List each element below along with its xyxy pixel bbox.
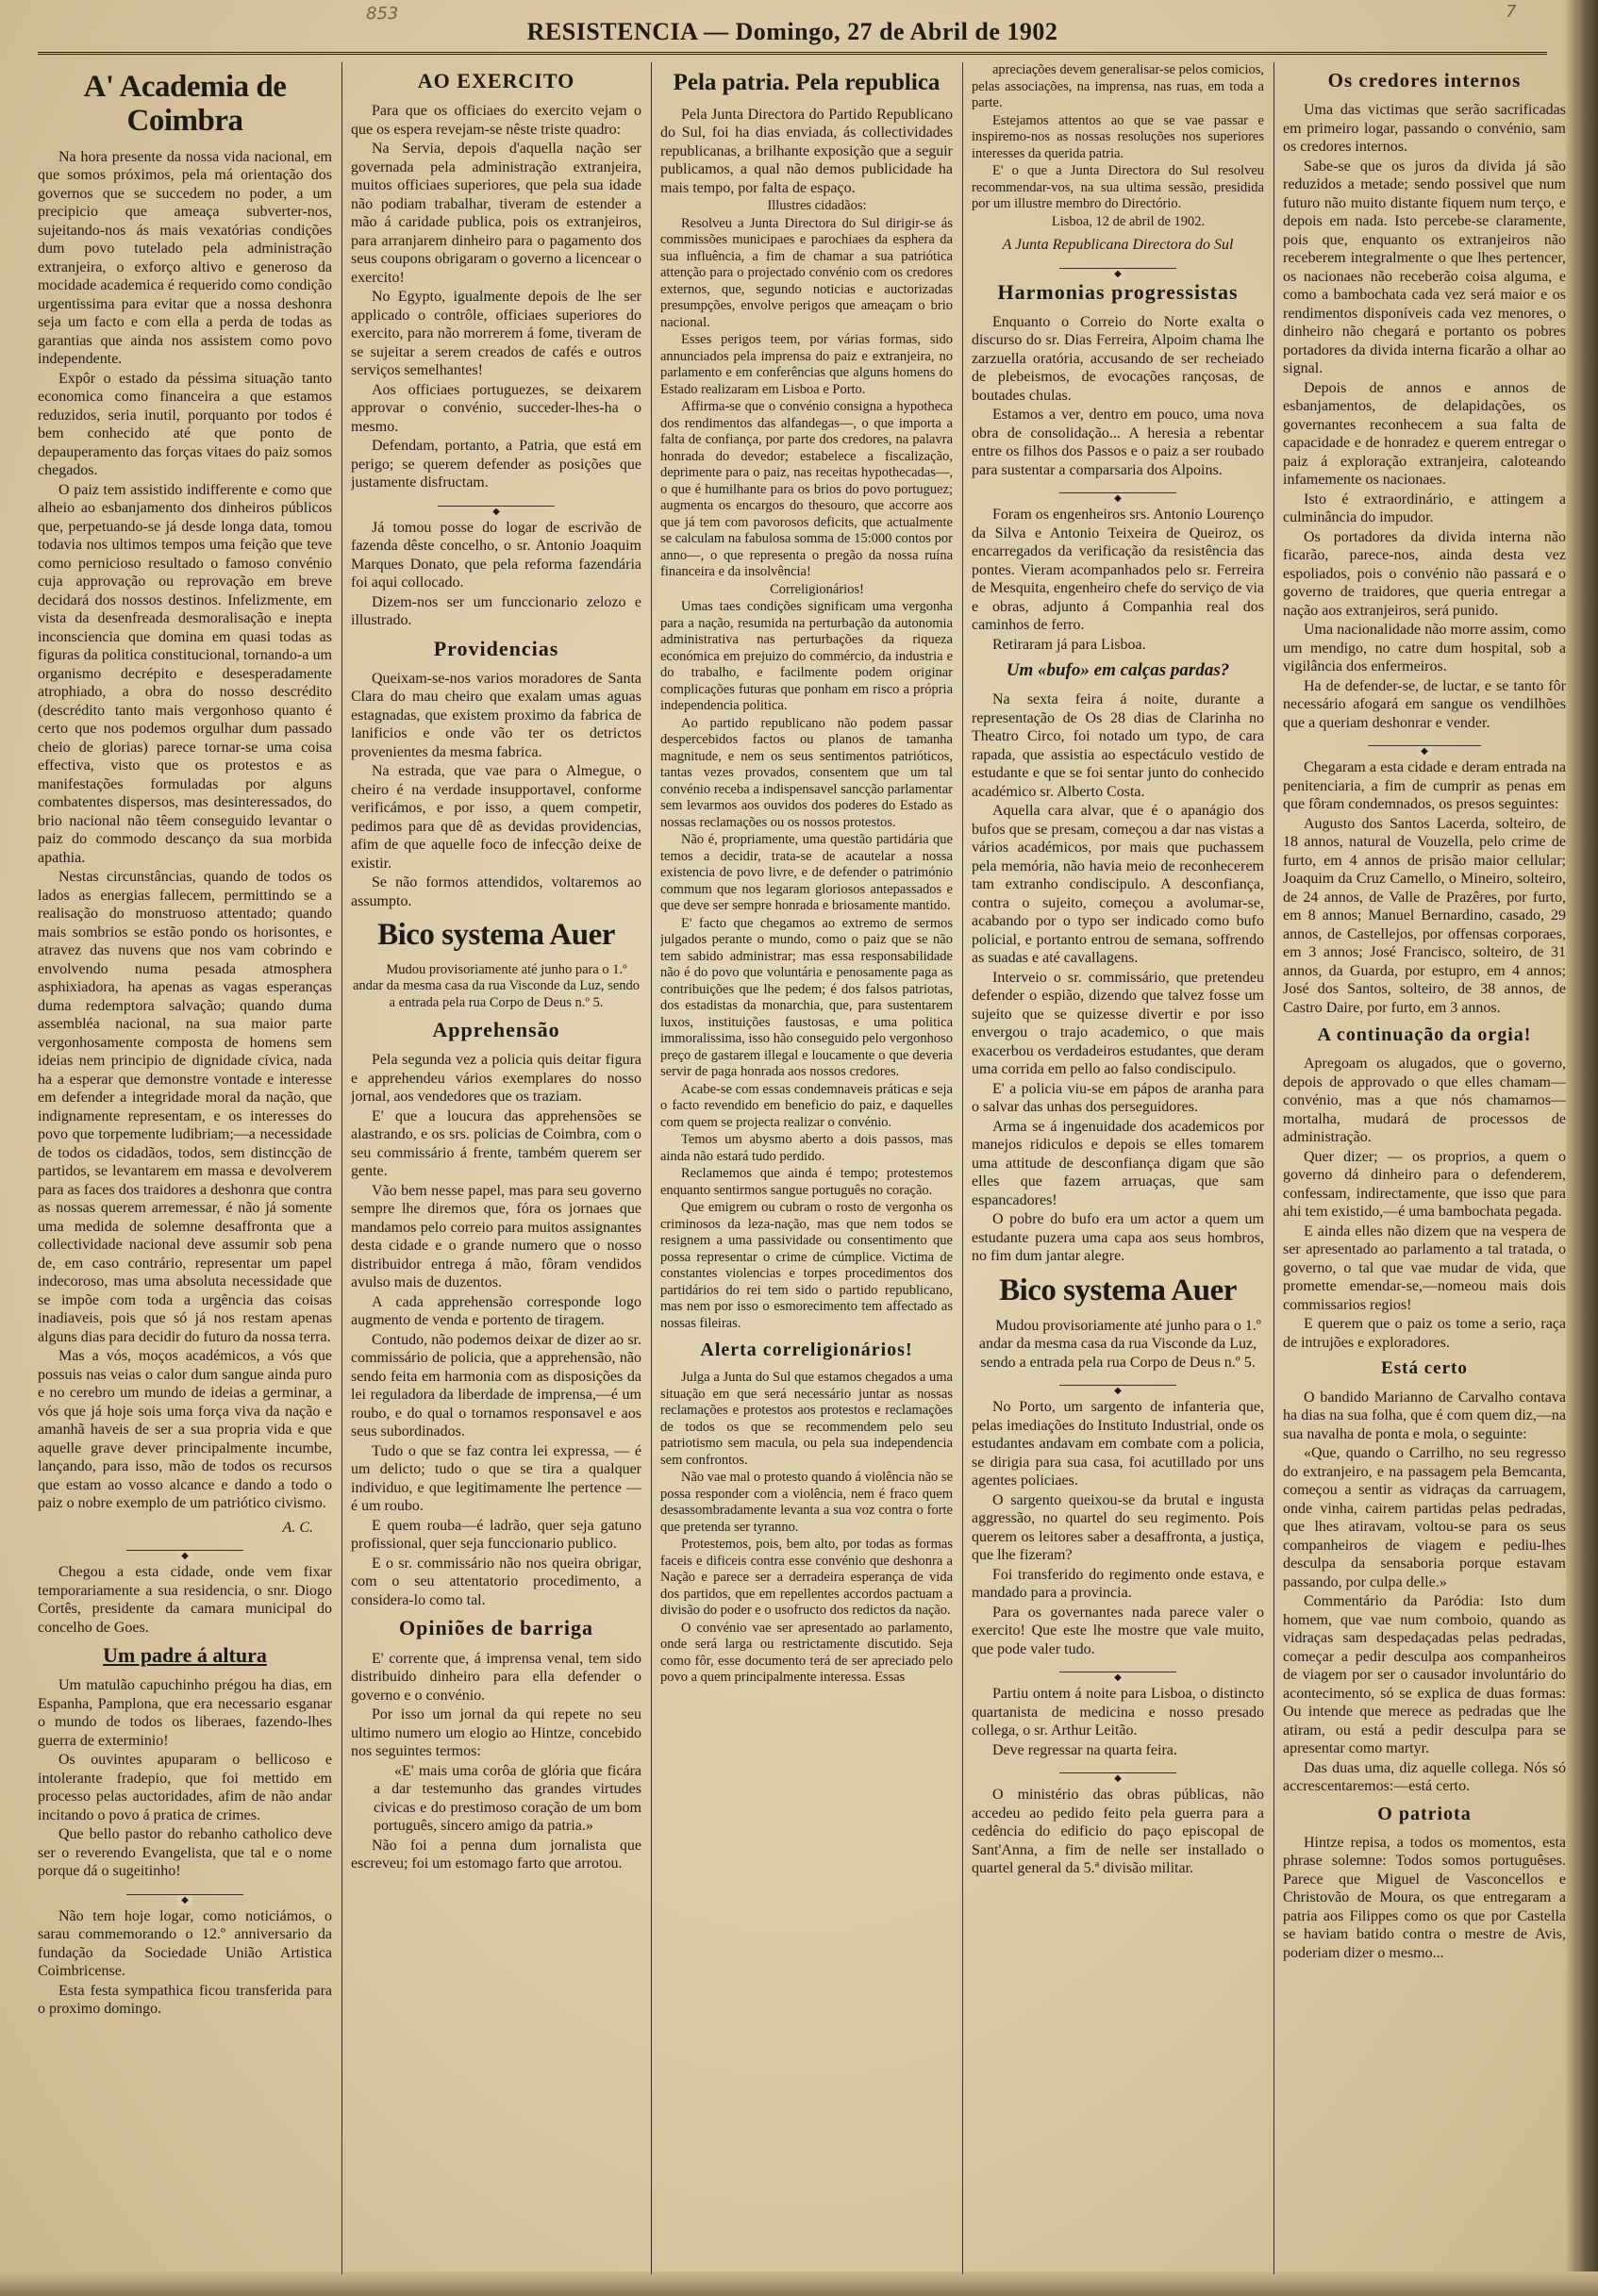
article-title-esta-certo: Está certo <box>1381 1358 1468 1379</box>
paragraph: Interveio o sr. commissário, que pretendeu defender o espião, dizendo que talvez fosse um sujeito que se quizesse divertir e por isso envergou o trajo academico, o que mais exacerbou os verdadeiros estudantes, que deram uma corrida em pello ao falso condiscipulo. <box>972 969 1264 1078</box>
paragraph: Para os governantes nada parece valer o exercito! Que este lhe mostre que vale muito, que pode valer tudo. <box>972 1604 1264 1657</box>
paragraph: Não é, propriamente, uma questão partidária que temos a decidir, trata-se de acautelar a nossa existencia de povo livre, e de defender o património commum que nos legaram gloriosos antepassados e que deve ser sempre honrada e briosamente mantido. <box>660 832 953 913</box>
quote: «E' mais uma corôa de glória que ficára a dar testemunho das grandes virtudes civicas e do prestimoso coração de um bom português, sincero amigo da patria.» <box>374 1762 641 1835</box>
news-item: Partiu ontem á noite para Lisboa, o distincto quartanista de medicina e nosso presado collega, o sr. Arthur Leitão. <box>972 1686 1264 1739</box>
separator: ◆ <box>972 488 1264 497</box>
masthead-title: RESISTENCIA — Domingo, 27 de Abril de 1902 <box>526 18 1058 45</box>
paragraph: Estejamos attentos ao que se vae passar e inspiremo-nos as nossas resoluções nos superiores interesses da querida patria. <box>972 112 1264 161</box>
news-item: Já tomou posse do logar de escrivão de fazenda dêste concelho, o sr. Antonio Joaquim Marques Donato, que pela reforma fazendária foi aqui collocado. <box>351 519 641 591</box>
paragraph: Chegaram a esta cidade e deram entrada na penitenciaria, a fim de cumprir as penas em que fôram condemnados, os presos seguintes: <box>1283 759 1566 813</box>
paragraph: Os portadores da divida interna não ficarão, parece-nos, ainda desta vez espoliados, pois o convénio não passará e o governo de traidores, que queria entregar a nação aos extranjeiros, será punido. <box>1283 528 1566 619</box>
paragraph: E' corrente que, á imprensa venal, tem sido distribuido dinheiro para ella defender o governo e o convénio. <box>351 1650 641 1704</box>
column-rule-2 <box>651 62 652 2274</box>
paragraph: E' o que a Junta Directora do Sul resolveu recommendar-vos, na sua ultima sessão, presidida por um illustre membro do Directório. <box>972 163 1264 211</box>
masthead <box>38 13 1547 55</box>
paragraph: No Egypto, igualmente depois de lhe ser applicado o contrôle, officiaes superiores do exercito, para não morrerem á fome, tiveram de se sujeitar a serem creados de cafés e outros serviços semelhantes! <box>351 289 641 379</box>
paragraph: Umas taes condições significam uma vergonha para a nação, resumida na perturbação da autonomia administrativa nas perturbações da riqueza económica em prejuizo do commércio, da industria e do trabalho, e facilmente podem originar complicações futuras que ponham em risco a própria independencia politica. <box>660 599 953 713</box>
quote: «Que, quando o Carrilho, no seu regresso do extranjeiro, e na passagem pela Bemcanta, começou a sentir as vidraças da carruagem, onde vinha, cairem partidas pelas pedradas, que lhes atiravam, voltou-se para os seus companheiros de viagem e pediu-lhes desculpa da sensaboria porque estavam passando, por culpa delle.» <box>1283 1445 1566 1590</box>
column-1 <box>38 62 332 2274</box>
paragraph: E' facto que chegamos ao extremo de sermos julgados perante o mundo, como o paiz que se não tem sabido administrar; mas essa responsabilidade não é do povo que voluntária e penosamente paga as contribuições que lhe pedem; é dos falsos patriotas, dos estadistas da monarchia, que, para sustentarem luxos, instituições faustosas, e uma politica immoralissima, isso hão conseguido pelo vergonhoso preço de gastarem illegal e loucamente o que deveria servir de paga honrada aos nossos credores. <box>660 915 953 1079</box>
handwritten-mark: 7 <box>1506 2 1517 22</box>
paragraph: Não foi a penna dum jornalista que escreveu; foi um estomago farto que arrotou. <box>351 1837 641 1872</box>
paragraph: Estamos a ver, dentro em pouco, uma nova obra de consolidação... A heresia a rebentar entre os filhos dos Passos e o paiz a ser roubado para sustentar a comparsaria dos Alpoins. <box>972 407 1264 478</box>
paragraph: Resolveu a Junta Directora do Sul dirigir-se ás commissões municipaes e parochiaes da esphera da sua influência, a fim de chamar a sua patriótica attenção para o projectado convénio com os credores externos, que, segundo noticias e auctorizadas presumpções, envolve perigos que ameaçam o brio nacional. <box>660 215 953 330</box>
paragraph: Vão bem nesse papel, mas para seu governo sempre lhe diremos que, fóra os jornaes que mandamos pelo correio para muitos assignantes desta cidade e o grande numero que o nosso distribuidor entrega á mão, fôram vendidos avulso mais de duzentos. <box>351 1182 641 1291</box>
salutation: Illustres cidadãos: <box>767 198 867 213</box>
paragraph: O convénio vae ser apresentado ao parlamento, onde será larga ou restrictamente discutido. Seja como fôr, esse documento terá de ser apreciado pelo povo a quem principalmente interessa. Essas <box>660 1620 953 1685</box>
paragraph: Pela Junta Directora do Partido Republicano do Sul, foi ha dias enviada, ás collectividades republicanas, a brilhante exposição que a seguir publicamos, a qual não demos publicidade ha mais tempo, por falta de espaço. <box>660 106 953 196</box>
paragraph: Na hora presente da nossa vida nacional, em que somos próximos, pela má orientação dos governos que se succedem no poder, a um precipicio que ameaça subverter-nos, sujeitando-nos ás mais vexatórias condições dum povo tutelado pela administração extranjeira, o exforço altivo e generoso da mocidade academica é requerido como condição urgentissima para evitar que a nossa deshonra seja um facto e com ella a perda de todas as garantias que ainda nos assistem como povo independente. <box>38 148 332 368</box>
paragraph: Protestemos, pois, bem alto, por todas as formas faceis e dificeis contra esse convénio que deshonra a Nação e parece ser a derradeira esperança de vida dos partidos, que em repellentes accordos pactuam a divisão do poder e o usofructo dos redictos da nação. <box>660 1537 953 1618</box>
column-4 <box>972 62 1264 2274</box>
paragraph: Ha de defender-se, de luctar, e se tanto fôr necessário afogará em sangue os vendilhões que a queriam deshonrar e vender. <box>1283 677 1566 731</box>
column-2 <box>351 62 641 2274</box>
paragraph: Não vae mal o protesto quando á violência não se possa responder com a violência, nem é fraco quem desassombradamente levanta a sua voz contra o forte que pretenda ser tyranno. <box>660 1470 953 1535</box>
separator: ◆ <box>972 1380 1264 1389</box>
paragraph: Na sexta feira á noite, durante a representação de Os 28 dias de Clarinha no Theatro Circo, foi notado um typo, de cara rapada, que assistia ao espectáculo vestido de estudante e que se foi sentar junto do conhecido académico sr. Alberto Costa. <box>972 691 1264 800</box>
article-title-patriota: O patriota <box>1377 1803 1472 1824</box>
paragraph: Para que os officiaes do exercito vejam o que os espera revejam-se nêste triste quadro: <box>351 103 641 138</box>
paragraph: Na estrada, que vae para o Almegue, o cheiro é na verdade insupportavel, conforme verificámos, e por isso, a quem competir, pedimos para que dê as devidas providencias, afim de que aquelle foco de infecção deixe de existir. <box>351 763 641 872</box>
paragraph: Que emigrem ou cubram o rosto de vergonha os criminosos da leza-nação, mas que nem todos se resignem a uma passividade ou consentimento que possa representar o crime de cúmplice. Victima de constantes violencias e torpes procedimentos dos partidários do rei tem sido o partido republicano, mas nem por isso o esmorecimento tem affectado as nossas fileiras. <box>660 1200 953 1331</box>
paragraph: Nestas circunstâncias, quando de todos os lados as energias fallecem, permittindo se a realisação do monstruoso attentado; quando mais sombrios se estão pondo os horisontes, e atravez das nuvens que nos vam cobrindo e envolvendo numa pesada atmosphera asphixiadora, ha apenas as vagas esperanças duma redemptora salvação; quando duma assembléa nacional, na sua maior parte vergonhosamente composta de homens sem ideias nem principio de dignidade cívica, nada ha a esperar que demonstre vontade e interesse em defender a integridade moral da nação, que indignamente representam, e os interesses do povo que torpemente ludibriam;—a necessidade de todos os cidadãos, todos, sem distincção de partidos, se levantarem em massa e devolverem para as faces dos traidores a deshonra que contra as nossas querem arremessar, é não já somente uma medida de solemne desaffronta que a collectividade nacional deve assumir sob pena de, em caso contrário, representar um papel indecoroso, mas uma absoluta necessidade que se impõe com toda a urgência das coisas inadiaveis, pois que só já nos restam apenas alguns dias para decidir do futuro da nossa terra. <box>38 869 332 1345</box>
news-item: Dizem-nos ser um funccionario zelozo e illustrado. <box>351 593 641 629</box>
column-3 <box>660 62 953 2274</box>
paragraph: O pobre do bufo era um actor a quem um estudante puzera uma capa aos seus hombros, no fim dum jantar alegre. <box>972 1211 1264 1265</box>
paragraph: Ao partido republicano não podem passar despercebidos factos ou planos de tamanha magnitude, e nem os seus sentimentos patrióticos, tantas vezes provados, consentem que um tal convénio receba a indispensavel sancção parlamentar sem levarmos aos ouvidos dos poderes do Estado as nossas reclamações ou os nossos protestos. <box>660 715 953 830</box>
news-item: Deve regressar na quarta feira. <box>992 1741 1177 1758</box>
paragraph: Os ouvintes apuparam o bellicoso e intolerante fradepio, que foi mettido em processo pelas auctoridades, afim de não andar incitando o povo á pratica de crimes. <box>38 1752 332 1823</box>
paragraph: Contudo, não podemos deixar de dizer ao sr. commissário de policia, que a apprehensão, não sendo feita em harmonia com as disposições da lei reguladora da liberdade de imprensa,—é um roubo, e do qual o tornamos responsavel e aos seus subordinados. <box>351 1331 641 1440</box>
separator: ◆ <box>972 1667 1264 1676</box>
paragraph: Depois de annos e annos de esbanjamentos, de delapidações, os governantes reconhecem a sua falta de capacidade e de honradez e querem entregar o paiz á exploração extranjeira, caloteando infamemente os nacionaes. <box>1283 379 1566 489</box>
paragraph: E querem que o paiz os tome a serio, raça de intrujões e exploradores. <box>1283 1316 1566 1351</box>
paragraph: E quem rouba—é ladrão, quer seja gatuno profissional, quer seja funccionario publico. <box>351 1517 641 1553</box>
paragraph: Uma nacionalidade não morre assim, como um mendigo, no catre dum hospital, sob a vigilância dos enfermeiros. <box>1283 622 1566 675</box>
paragraph: Esses perigos teem, por várias formas, sido annunciados pela imprensa do paiz e extranjeira, no parlamento e em conferências que alguns homens do Estado realizaram em Lisboa e Porto. <box>660 332 953 397</box>
paragraph: Apregoam os alugados, que o governo, depois de approvado o que elles chamam—convénio, mas a que nós chamamos—mortalha, mudará de processos de administração. <box>1283 1056 1566 1146</box>
article-academia <box>38 148 332 1513</box>
article-title-padre: Um padre á altura <box>103 1643 267 1668</box>
article-title-exercito: AO EXERCITO <box>417 69 575 92</box>
dateline: Lisboa, 12 de abril de 1902. <box>1051 213 1206 229</box>
paragraph: E' que a loucura das apprehensões se alastrando, e os srs. policias de Coimbra, com o seu commissário á frente, também querem ser gente. <box>351 1107 641 1180</box>
article-title-apprehensao: Apprehensão <box>432 1018 560 1042</box>
paragraph: Commentário da Paródia: Isto dum homem, que vae num comboio, quando as vidraças sam despedaçadas pelas pedradas, começar a pedir desculpa aos companheiros de viagem por ser o causador involuntário do acontecimento, só se explica de duas formas: Ou intende que merece as pedradas que lhe atiram, ou está a pedir desculpa para se apresentar como martyr. <box>1283 1593 1566 1757</box>
paragraph: Defendam, portanto, a Patria, que está em perigo; se querem defender as posições que justamente disfructam. <box>351 438 641 491</box>
scan-edge-bottom <box>0 2271 1598 2296</box>
paragraph: E ainda elles não dizem que na vespera de ser apresentado ao parlamento a tal tratada, o governo, o tal que vae mudar de vida, que promette emendar-se,—nomeou mais dois commissarios regios! <box>1283 1223 1566 1313</box>
column-5 <box>1283 62 1566 2274</box>
advertisement: Mudou provisoriamente até junho para o 1.º andar da mesma casa da rua Visconde da Luz, sendo a entrada pela rua Corpo de Deus n.º 5. <box>978 1317 1261 1371</box>
paragraph: Acabe-se com essas condemnaveis práticas e seja o facto revendido em beneficio do paiz, e daquelles com quem se projecta realizar o convénio. <box>660 1081 953 1130</box>
paragraph: Aos officiaes portuguezes, se deixarem approvar o convénio, succeder-lhes-ha o mesmo. <box>351 381 641 435</box>
paragraph: apreciações devem generalisar-se pelos comicios, pelas associações, na imprensa, nas ruas, em toda a parte. <box>972 62 1264 110</box>
paragraph: Pela segunda vez a policia quis deitar figura e apprehendeu vários exemplares do nosso jornal, aos vendedores que os traziam. <box>351 1052 641 1106</box>
article-title-opinioes: Opiniões de barriga <box>398 1616 593 1640</box>
separator: ◆ <box>351 501 641 510</box>
article-title-harmonias: Harmonias progressistas <box>997 279 1239 304</box>
paragraph: Foram os engenheiros srs. Antonio Lourenço da Silva e Antonio Teixeira de Queiroz, os encarregados da verificação da resistência das pontes. Vieram acompanhados pelo sr. Ferreira de Mesquita, engenheiro chefe do serviço de via e obras, adjunto á Companhia real dos caminhos de ferro. <box>972 507 1264 634</box>
paragraph: Mas a vós, moços académicos, a vós que possuis nas veias o calor dum sangue ainda puro e no cerebro um mundo de ideias a germinar, a vós que já hoje sois uma força viva da nação e amanhã haveis de ser a sua propria vida e que aquelle grave dever principalmente incumbe, lançando, para isso, mão de todos os recursos que estam ao vosso alcance e dando a todo o paiz o nobre exemplo de um patriótico civismo. <box>38 1348 332 1512</box>
paragraph: Expôr o estado da péssima situação tanto economica como financeira a que estamos reduzidos, seria inutil, porquanto por todos é bem conhecido até que ponto de depauperamento das forças vitaes do paiz somos chegados. <box>38 370 332 479</box>
paragraph: Um matulão capuchinho prégou ha dias, em Espanha, Pamplona, que era necessario esganar o mundo de todos os liberaes, fazendo-lhes guerra de exterminio! <box>38 1677 332 1749</box>
paragraph: A cada apprehensão corresponde logo augmento de venda e portento de tiragem. <box>351 1293 641 1329</box>
article-title-providencias: Providencias <box>433 636 559 660</box>
paragraph: E o sr. commissário não nos queira obrigar, com o seu attentatorio procedimento, a considera-lo como tal. <box>351 1555 641 1608</box>
salutation: Correligionários! <box>770 581 864 597</box>
column-rule-1 <box>341 62 342 2274</box>
paragraph: Reclamemos que ainda é tempo; protestemos enquanto sentirmos sangue português no coração. <box>660 1166 953 1198</box>
separator: ◆ <box>1283 740 1566 750</box>
paragraph: Isto é extraordinário, e attingem a culminância do impudor. <box>1283 491 1566 526</box>
signature: A. C. <box>282 1519 313 1536</box>
news-item: Esta festa sympathica ficou transferida para o proximo domingo. <box>38 1982 332 2018</box>
paragraph: Arma se á ingenuidade dos academicos por manejos ridiculos e depois se elles tomarem uma attitude de desconfiança digam que são elles que fazem arruaças, que sam espancadores! <box>972 1118 1264 1208</box>
separator: ◆ <box>38 1545 332 1555</box>
article-title-credores: Os credores internos <box>1327 69 1522 92</box>
separator: ◆ <box>972 1768 1264 1777</box>
paragraph: Enquanto o Correio do Norte exalta o discurso do sr. Dias Ferreira, Alpoim chama lhe zarzuella oratória, accusando de ser recheiado de plebeismos, de evocações rançosas, de boutades chulas. <box>972 313 1264 404</box>
separator: ◆ <box>972 263 1264 273</box>
paragraph: No Porto, um sargento de infanteria que, pelas imediações do Instituto Industrial, onde os estudantes andavam em combate com a policia, se dirigia para sua casa, foi acutillado por uns agentes policiaes. <box>972 1399 1264 1489</box>
paragraph: Na Servia, depois d'aquella nação ser governada pela administração extranjeira, muitos officiaes superiores, que pela sua idade não podiam trabalhar, tiveram de estender a mão á caridade publica, pois os extranjeiros, para arranjarem dinheiro para o pagamento dos seus coupons obrigaram o governo a licencear o exercito! <box>351 141 641 286</box>
paragraph: Sabe-se que os juros da divida já são reduzidos a metade; sendo possivel que num futuro não muito distante fiquem num terço, e depois em nada. Isto percebe-se claramente, pois que, enquanto os extranjeiros não receberem integralmente o que lhes pertencer, os nacionaes não receberão coisa alguma, e como a bambochata cada vez será maior e os rendimentos disponíveis cada vez menores, o dinheiro não chegará e portanto os pobres portadores da divida interna ficarão a olhar ao signal. <box>1283 158 1566 377</box>
handwritten-page-number: 853 <box>366 4 399 24</box>
continuation-block <box>972 62 1264 230</box>
advertisement: Mudou provisoriamente até junho para o 1.º andar da mesma casa da rua Visconde da Luz, sendo a entrada pela rua Corpo de Deus n.º 5. <box>352 961 641 1010</box>
article-title-bufo: Um «bufo» em calças pardas? <box>1006 660 1230 681</box>
paragraph: O sargento queixou-se da brutal e ingusta aggressão, no quartel do seu regimento. Pois querem os leitores saber a desaffronta, a justiça, que lhe fizeram? <box>972 1491 1264 1564</box>
paragraph: O bandido Marianno de Carvalho contava ha dias na sua folha, que é com quem diz,—na sua navalha de ponta e mola, o seguinte: <box>1283 1389 1566 1442</box>
paragraph: Retiraram já para Lisboa. <box>992 636 1146 653</box>
ad-title-bico-auer: Bico systema Auer <box>377 918 615 953</box>
article-title-alerta: Alerta correligionários! <box>700 1339 913 1360</box>
paragraph: Hintze repisa, a todos os momentos, esta phrase solemne: Todos somos portuguêses. Parece que Miguel de Vasconcellos e Christovão de Moura, os que entregaram a patria aos Filippes como os que por Castella se haviam batido contra o mestre de Avis, poderiam dizer o mesmo... <box>1283 1834 1566 1961</box>
paragraph: Das duas uma, diz aquelle collega. Nós só accrescentaremos:—está certo. <box>1283 1759 1566 1795</box>
paragraph: Julga a Junta do Sul que estamos chegados a uma situação em que será necessário juntar as nossas reclamações e protestos aos protestos e reclamações de todos os que se recommendem pelo seu patriotismo sem macula, ou pela sua independencia sem confrontos. <box>660 1370 953 1468</box>
news-item: Não tem hoje logar, como noticiámos, o sarau commemorando o 12.º anniversario da fundação da Sociedade União Artistica Coimbricense. <box>38 1907 332 1980</box>
paragraph: O paiz tem assistido indifferente e como que alheio ao esbanjamento dos dinheiros públicos que, perpetuando-se já desde longa data, tomou todavia nos ultimos tempos uma feição que teve como pernicioso resultado o famoso convénio cuja approvação ou reprovação em breve decidará dos nossos destinos. Infelizmente, em vista da desenfreada desmoralisação e inepta inconsciencia que domina em quasi todas as figuras da politica constitucional, tornando-a um organismo decrépito e desesperadamente atrophiado, a obra do nosso descrédito (descrédito tanto mais vergonhoso quanto é certo que nos podemos orgulhar dum passado cheio de glorias) parece tornar-se uma coisa effectiva, visto que os protestos e as manifestações formuladas por alguns combatentes dispersos, mas desinteressados, do brio nacional não têem conseguido levantar o paiz do commodo descanço da sua morbida apathia. <box>38 481 332 866</box>
paragraph: Temos um abysmo aberto a dois passos, mas ainda não estará tudo perdido. <box>660 1132 953 1164</box>
column-rule-4 <box>1273 62 1274 2274</box>
news-item: O ministério das obras públicas, não accedeu ao pedido feito pela guerra para a cedência do edificio do paço episcopal de Sant'Anna, a fim de nelle ser installado o quartel general da 5.ª divisão militar. <box>972 1787 1264 1877</box>
scan-edge-right <box>1566 0 1598 2296</box>
paragraph: E' a policia viu-se em pápos de aranha para o salvar das unhas dos perseguidores. <box>972 1080 1264 1116</box>
separator: ◆ <box>38 1889 332 1899</box>
article-title-pela-patria: Pela patria. Pela republica <box>673 70 940 95</box>
column-rule-3 <box>962 62 963 2274</box>
paragraph: Queixam-se-nos varios moradores de Santa Clara do mau cheiro que exalam umas aguas estagnadas, que existem proximo da fabrica de lanificios e onde vão ter os detrictos provenientes da mesma fabrica. <box>351 670 641 760</box>
paragraph: Por isso um jornal da qui repete no seu ultimo numero um elogio ao Hintze, concebido nos seguintes termos: <box>351 1706 641 1760</box>
article-title-orgia: A continuação da orgia! <box>1317 1024 1532 1046</box>
paragraph: Affirma-se que o convénio consigna a hypotheca dos rendimentos das alfandegas—, o que importa a falta de confiança, por parte dos credores, na palavra honrada do devedor; estabelece a fiscalização, deprimente para o paiz, nas receitas hypothecadas—, o que é humilhante para os brios do povo portuguez; augmenta os encargos do thesouro, que accorre aos que já tem com pavorosos deficits, que actualmente se calculam na fabulosa somma de 15:000 contos por anno—, o que representa o pregão da nossa ruína financeira e da insolvência! <box>660 399 953 579</box>
paragraph: Aquella cara alvar, que é o apanágio dos bufos que se presam, começou a dar nas vistas a vários académicos, por mais que puchassem pela memória, não havia meio de reconhecerem tam extranho condiscipulo. A desconfiança, contra o sujeito, começou a avolumar-se, acabando por o typo ser indicado como bufo policial, e portanto entrou de semana, soffrendo as suadas e até cavallagens. <box>972 803 1264 967</box>
article-title-academia: A' Academia de Coimbra <box>83 70 287 139</box>
paragraph: Augusto dos Santos Lacerda, solteiro, de 18 annos, natural de Vouzella, pelo crime de furto, em 4 annos de prisão maior cellular; Joaquim da Cruz Camello, o Mineiro, solteiro, de 24 annos, de Valle de Prazêres, por furto, em 8 annos; Manuel Bernardino, casado, 29 annos, de Castellejos, por offensas corporaes, em 3 annos; José Francisco, solteiro, de 31 annos, da Guarda, por estupro, em 4 annos; José dos Santos, solteiro, de 38 annos, de Castro Daire, por furto, em 3 annos. <box>1283 815 1566 1016</box>
ad-title-bico-auer-2: Bico systema Auer <box>999 1273 1237 1307</box>
signature: A Junta Republicana Directora do Sul <box>1002 237 1234 253</box>
paragraph: Tudo o que se faz contra lei expressa, — é um delicto; tudo o que se tira a qualquer individuo, e que legitimamente lhe pertence — é um roubo. <box>351 1442 641 1515</box>
news-item: Chegou a esta cidade, onde vem fixar temporariamente a sua residencia, o snr. Diogo Cortês, presidente da camara municipal do concelho de Goes. <box>38 1564 332 1636</box>
paragraph: Uma das victimas que serão sacrificadas em primeiro logar, passando o convénio, sam os credores internos. <box>1283 102 1566 156</box>
paragraph: Que bello pastor do rebanho catholico deve ser o reverendo Evangelista, que tal e o nome porque dá o sugeitinho! <box>38 1826 332 1880</box>
paragraph: Quer dizer; — os proprios, a quem o governo dá dinheiro para o defenderem, confessam, indirectamente, que isso que para ahi tem existido,—é uma bambochata pegada. <box>1283 1148 1566 1221</box>
paragraph: Foi transferido do regimento onde estava, e mandado para a provincia. <box>972 1566 1264 1602</box>
paragraph: Se não formos attendidos, voltaremos ao assumpto. <box>351 874 641 909</box>
